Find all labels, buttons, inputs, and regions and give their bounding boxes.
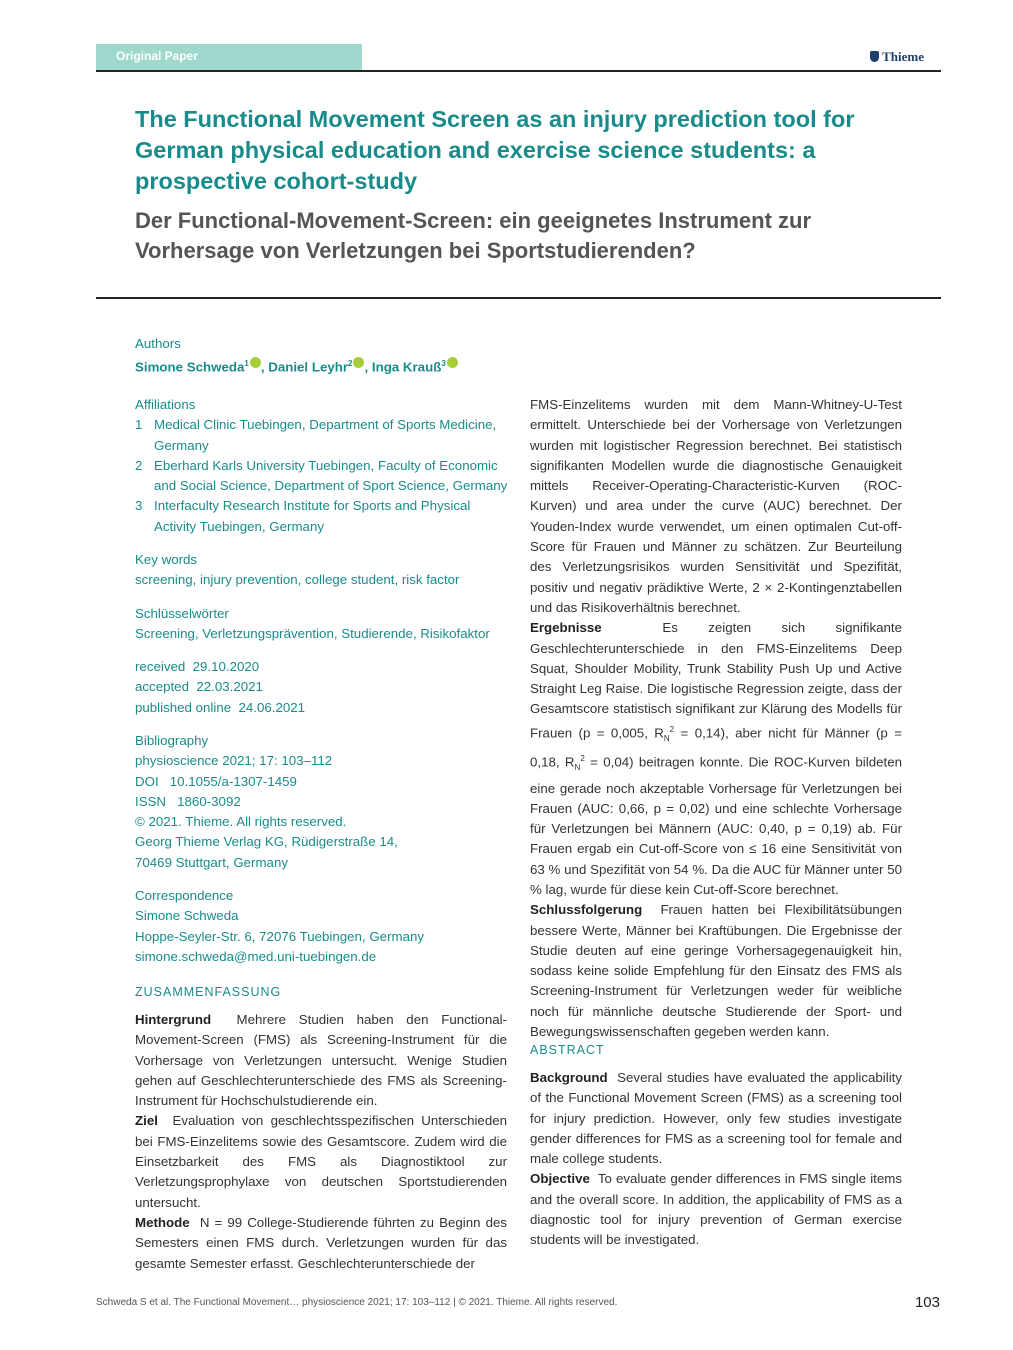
- doi-label: DOI: [135, 773, 159, 789]
- affiliation-item: 3 Interfaculty Research Institute for Sports and Physical Activity Tuebingen, Germany: [135, 498, 471, 534]
- copyright: © 2021. Thieme. All rights reserved.: [135, 814, 347, 830]
- author-name[interactable]: Inga Krauß: [371, 359, 442, 375]
- affiliations-block: [135, 395, 510, 537]
- orcid-icon[interactable]: [353, 357, 364, 368]
- issn-label: ISSN: [135, 793, 167, 809]
- correspondence-name: Simone Schweda: [135, 908, 239, 924]
- zusammenfassung-right: [530, 395, 902, 1042]
- title-rule: [96, 297, 941, 299]
- authors-block: [135, 334, 510, 378]
- orcid-icon[interactable]: [447, 357, 458, 368]
- methode-continued: FMS-Einzelitems wurden mit dem Mann-Whitney-U-Test ermittelt. Unterschiede bei der Vorhersage von Verletzungen wurden mit logistischer Regression berechnet. Bei statistisch signifikanten Modellen wurde die diagnostische Genauigkeit mittels Receiver-Operating-Characteristic-Kurven (ROC-Kurven) und area under the curve (AUC) berechnet. Der Youden-Index wurde verwendet, um einen optimalen Cut-off-Score für Frauen und Männer zu schätzen. Zur Beurteilung des Verletzungsrisikos wurden Sensitivität und Spezifität, positiv und negativ prädiktive Werte, 2 × 2-Kontingenztabellen und das Risikoverhältnis berechnet.: [530, 397, 902, 615]
- citation: physioscience 2021; 17: 103–112: [135, 753, 333, 769]
- zusammenfassung-left: [135, 1010, 507, 1274]
- bibliography-label: Bibliography: [135, 733, 209, 748]
- ziel-paragraph: Ziel Evaluation von geschlechtsspezifischen Unterschieden bei FMS-Einzelitems sowie des Gesamtscore. Zudem wird die Einsetzbarkeit des FMS als Diagnostiktool zur Verletzungsprophylaxe von deutschen Sportstudierenden untersucht.: [135, 1113, 508, 1210]
- accepted-date: 22.03.2021: [196, 679, 263, 695]
- keywords-block: [135, 550, 510, 591]
- issn-value: 1860-3092: [177, 793, 241, 809]
- bibliography-block: [135, 731, 510, 873]
- objective-paragraph: Objective To evaluate gender differences in FMS single items and the overall score. In addition, the applicability of FMS as a diagnostic tool for injury prevention of German exercise students will be investigated.: [530, 1171, 902, 1248]
- background-paragraph: Background Several studies have evaluated the applicability of the Functional Movement Screen (FMS) as a screening tool for injury prediction. However, only few studies investigate gender differences for FMS as a screening tool for female and male college students.: [530, 1070, 903, 1167]
- published-label: published online: [135, 699, 232, 715]
- thieme-logo-icon: [870, 51, 879, 62]
- correspondence-address: Hoppe-Seyler-Str. 6, 72076 Tuebingen, Germany: [135, 928, 425, 944]
- accepted-label: accepted: [135, 679, 189, 695]
- schluesselwoerter-block: [135, 604, 510, 645]
- schlussfolgerung-paragraph: Schlussfolgerung Frauen hatten bei Flexibilitätsübungen bessere Werte, Männer bei Kraftübungen. Die Ergebnisse der Studie deuten auf eine geringe Vorhersagegenauigkeit hin, sodass keine solide Empfehlung für den Einsatz des FMS als Screening-Instrument für Verletzungen weder für weibliche noch für männliche deutsche Studierende der Sport- und Bewegungswissenschaften gegeben werden kann.: [530, 902, 903, 1040]
- doi-link[interactable]: 10.1055/a-1307-1459: [169, 773, 297, 789]
- published-date: 24.06.2021: [238, 699, 306, 715]
- orcid-icon[interactable]: [250, 357, 261, 368]
- correspondence-block: [135, 886, 510, 967]
- title-german: Der Functional-Movement-Screen: ein geeignetes Instrument zur Vorhersage von Verletzungen bei Sportstudierenden?: [135, 208, 812, 263]
- author-name[interactable]: Simone Schweda: [135, 359, 245, 375]
- article-type-tag: Original Paper: [96, 44, 362, 71]
- dates-block: [135, 657, 510, 718]
- correspondence-email[interactable]: simone.schweda@med.uni-tuebingen.de: [135, 948, 377, 964]
- keywords-text: screening, injury prevention, college student, risk factor: [135, 572, 460, 588]
- affiliation-item: 2 Eberhard Karls University Tuebingen, Faculty of Economic and Social Science, Department of Sport Science, Germany: [135, 457, 508, 494]
- keywords-label: Key words: [135, 552, 198, 567]
- received-label: received: [135, 659, 186, 674]
- publisher-city: 70469 Stuttgart, Germany: [135, 854, 288, 870]
- footer-citation: Schweda S et al. The Functional Movement… physioscience 2021; 17: 103–112 | © 2021. Thieme. All rights reserved.: [96, 1297, 618, 1308]
- received-date: 29.10.2020: [192, 659, 260, 674]
- authors-list: Simone Schweda$^1$ , Daniel Leyhr$^2$ , Inga Krauß$^3$: [135, 354, 510, 378]
- ergebnisse-paragraph: Ergebnisse Es zeigten sich signifikante Geschlechterunterschiede in den FMS-Einzelitems Deep Squat, Shoulder Mobility, Trunk Stability Push Up und Active Straight Leg Raise. Die logistische Regression zeigte, dass der Gesamtscore statistisch signifikant zur Klärung des Modells für Frauen (p = 0,005, $R_N^2 = 0,14$), aber nicht für Männer (p = 0,18, $R_N^2 = 0,04$) beitragen konnte. Die ROC-Kurven bildeten eine gerade noch akzeptable Vorhersage für Verletzungen bei Frauen (AUC: 0,66, p = 0,02) und eine schlechte Vorhersage für Verletzungen bei Männern (AUC: 0,40, p = 0,19) ab. Für Frauen ergab ein Cut-off-Score von ≤ 16 eine Sensitivität von 63 % und Spezifität von 54 %. Da die AUC für Männer unter 50 % lag, wurde für diese kein Cut-off-Score berechnet.: [530, 620, 902, 897]
- affiliations-label: Affiliations: [135, 397, 196, 412]
- publisher-address: Georg Thieme Verlag KG, Rüdigerstraße 14,: [135, 834, 398, 850]
- zusammenfassung-heading: ZUSAMMENFASSUNG: [135, 985, 282, 999]
- title-english: The Functional Movement Screen as an injury prediction tool for German physical education and exercise science students: a prospective cohort-study: [135, 106, 855, 194]
- authors-label: Authors: [135, 336, 181, 351]
- correspondence-label: Correspondence: [135, 888, 234, 903]
- methode-paragraph: Methode N = 99 College-Studierende führten zu Beginn des Semesters einen FMS durch. Verletzungen wurden für das gesamte Semester erfasst. Geschlechterunterschiede der: [135, 1214, 508, 1271]
- affiliation-item: 1 Medical Clinic Tuebingen, Department of Sports Medicine, Germany: [135, 417, 497, 453]
- publisher-logo: [870, 49, 924, 65]
- page-number: 103: [914, 1294, 940, 1311]
- author-name[interactable]: Daniel Leyhr: [268, 359, 349, 375]
- publisher-name: Thieme: [882, 49, 924, 64]
- abstract-heading: ABSTRACT: [530, 1043, 605, 1057]
- abstract-body: [530, 1068, 902, 1251]
- header-rule: [96, 70, 941, 72]
- schluesselwoerter-text: Screening, Verletzungsprävention, Studierende, Risikofaktor: [135, 626, 490, 642]
- schluesselwoerter-label: Schlüsselwörter: [135, 606, 229, 621]
- hintergrund-paragraph: Hintergrund Mehrere Studien haben den Functional-Movement-Screen (FMS) als Screening-Instrument für die Vorhersage von Verletzungen untersucht. Wenige Studien gehen auf Geschlechterunterschiede des FMS als Screening-Instrument für Hochschulstudierende ein.: [135, 1012, 507, 1109]
